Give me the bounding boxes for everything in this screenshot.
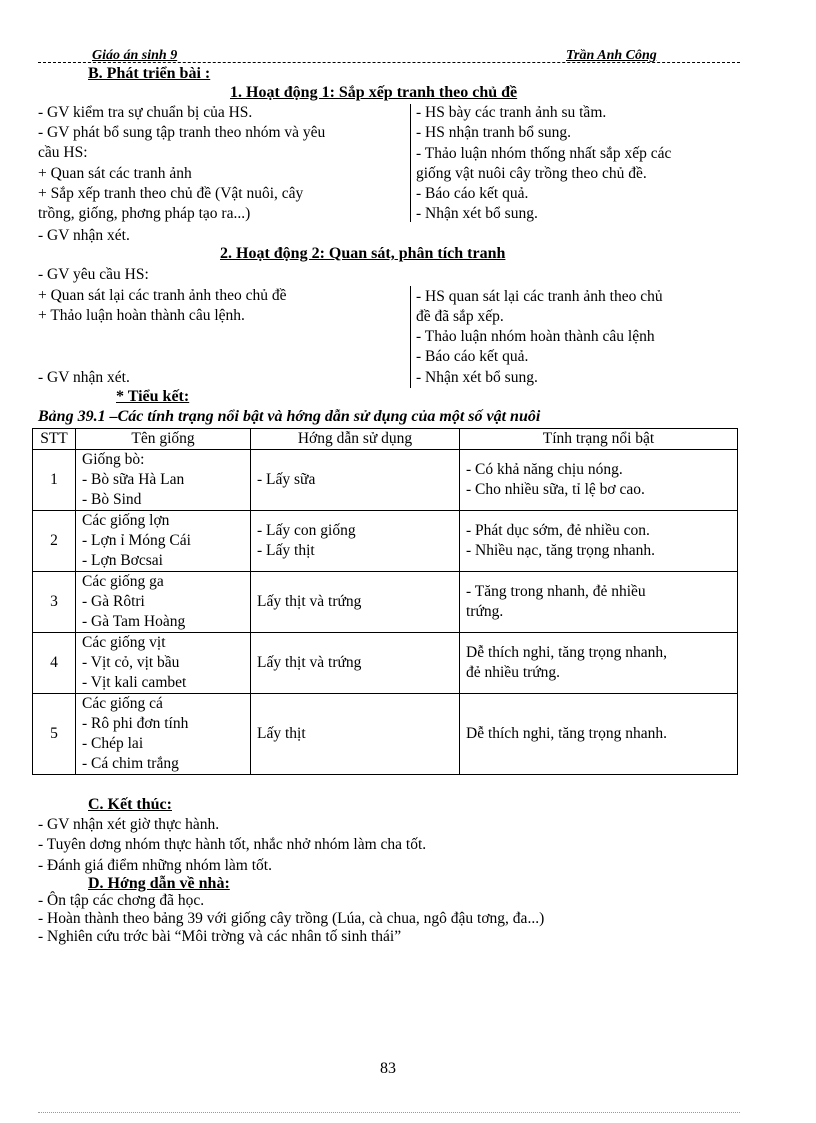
cell-name <box>76 694 251 775</box>
section-c-line: - GV nhận xét giờ thực hành. <box>38 816 220 833</box>
cell-use <box>251 572 460 633</box>
activity2-divider <box>410 286 411 388</box>
activity1-right-line: - HS nhận tranh bổ sung. <box>416 124 571 141</box>
cell-name-line: - Lợn Bơcsai <box>82 552 163 569</box>
activity2-left-line: - GV nhận xét. <box>38 369 130 386</box>
cell-trait <box>460 633 738 694</box>
cell-name-line: Các giống vịt <box>82 634 166 651</box>
cell-stt: 5 <box>33 694 76 775</box>
cell-trait-line: Dễ thích nghi, tăng trọng nhanh. <box>466 725 668 742</box>
cell-name-line: Các giống cá <box>82 695 163 712</box>
table-row <box>33 511 738 572</box>
cell-name-line: - Cá chim trắng <box>82 755 179 772</box>
section-b-title: B. Phát triển bài : <box>88 65 211 82</box>
activity2-right-line: - Nhận xét bổ sung. <box>416 369 538 386</box>
cell-name-line: - Chép lai <box>82 735 144 752</box>
table-row <box>33 450 738 511</box>
cell-name-line: - Gà Rôtri <box>82 593 145 610</box>
cell-trait-line: - Nhiều nạc, tăng trọng nhanh. <box>466 542 655 559</box>
cell-use <box>251 694 460 775</box>
breeds-table <box>32 428 738 775</box>
activity1-right-line: - Nhận xét bổ sung. <box>416 205 538 222</box>
summary-heading: * Tiểu kết: <box>116 388 190 405</box>
activity1-left-line: cầu HS: <box>38 144 88 161</box>
cell-trait-line: đẻ nhiều trứng. <box>466 664 561 681</box>
header-right: Trần Anh Công <box>566 48 657 63</box>
header-left: Giáo án sinh 9 <box>92 48 178 63</box>
cell-trait-line: - Phát dục sớm, đẻ nhiều con. <box>466 522 650 539</box>
cell-name <box>76 633 251 694</box>
cell-use-line: Lấy thịt <box>257 725 306 742</box>
activity2-right-line: - Thảo luận nhóm hoàn thành câu lệnh <box>416 328 655 345</box>
activity1-right-line: - Thảo luận nhóm thống nhất sắp xếp các <box>416 145 672 162</box>
cell-use-line: Lấy thịt và trứng <box>257 593 362 610</box>
cell-name-line: - Vịt cỏ, vịt bầu <box>82 654 180 671</box>
cell-name-line: - Vịt kali cambet <box>82 674 187 691</box>
cell-use <box>251 633 460 694</box>
table-row <box>33 572 738 633</box>
footer-rule <box>38 1112 740 1113</box>
activity2-left-line: + Thảo luận hoàn thành câu lệnh. <box>38 307 245 324</box>
col-header-stt: STT <box>33 429 76 450</box>
section-c-line: - Tuyên dơng nhóm thực hành tốt, nhắc nhở nhóm làm cha tốt. <box>38 836 427 853</box>
cell-trait <box>460 572 738 633</box>
col-header-trait: Tính trạng nổi bật <box>460 429 738 450</box>
section-d-line: - Ôn tập các chơng đã học. <box>38 892 205 909</box>
cell-use-line: - Lấy con giống <box>257 522 356 539</box>
activity2-right-line: đề đã sắp xếp. <box>416 308 504 325</box>
cell-name <box>76 450 251 511</box>
cell-use-line: - Lấy thịt <box>257 542 315 559</box>
activity1-left-line: + Sắp xếp tranh theo chủ đề (Vật nuôi, cây <box>38 185 304 202</box>
cell-name <box>76 511 251 572</box>
cell-trait <box>460 694 738 775</box>
cell-stt: 3 <box>33 572 76 633</box>
activity1-right-line: - Báo cáo kết quả. <box>416 185 529 202</box>
cell-trait-line: Dễ thích nghi, tăng trọng nhanh, <box>466 644 668 661</box>
cell-name-line: - Bò Sind <box>82 491 142 508</box>
activity1-title: 1. Hoạt động 1: Sắp xếp tranh theo chủ đề <box>230 84 518 101</box>
page-number: 83 <box>380 1060 396 1077</box>
activity1-right-line: - HS bày các tranh ảnh su tầm. <box>416 104 607 121</box>
cell-stt: 2 <box>33 511 76 572</box>
cell-name <box>76 572 251 633</box>
activity1-left-line: trồng, giống, phơng pháp tạo ra...) <box>38 205 251 222</box>
activity2-right-line: - HS quan sát lại các tranh ảnh theo chủ <box>416 288 663 305</box>
cell-stt: 1 <box>33 450 76 511</box>
cell-use <box>251 450 460 511</box>
cell-name-line: Giống bò: <box>82 451 145 468</box>
activity1-left-line: - GV kiểm tra sự chuẩn bị của HS. <box>38 104 253 121</box>
activity1-right-line: giống vật nuôi cây trồng theo chủ đề. <box>416 165 647 182</box>
table-row <box>33 633 738 694</box>
cell-trait-line: - Có khả năng chịu nóng. <box>466 461 623 478</box>
section-c-line: - Đánh giá điểm những nhóm làm tốt. <box>38 857 272 874</box>
cell-name-line: Các giống lợn <box>82 512 170 529</box>
section-d-line: - Nghiên cứu trớc bài “Môi trờng và các nhân tố sinh thái” <box>38 928 402 945</box>
section-c-title: C. Kết thúc: <box>88 796 172 813</box>
col-header-name: Tên giống <box>76 429 251 450</box>
cell-trait-line: trứng. <box>466 603 504 620</box>
cell-stt: 4 <box>33 633 76 694</box>
table-row <box>33 694 738 775</box>
cell-name-line: - Rô phi đơn tính <box>82 715 189 732</box>
table-header-row <box>33 429 738 450</box>
cell-trait <box>460 450 738 511</box>
cell-name-line: - Gà Tam Hoàng <box>82 613 186 630</box>
activity1-left-line: - GV nhận xét. <box>38 227 130 244</box>
activity2-right-line: - Báo cáo kết quả. <box>416 348 529 365</box>
activity2-left-line: + Quan sát lại các tranh ảnh theo chủ đề <box>38 287 287 304</box>
cell-name-line: Các giống ga <box>82 573 164 590</box>
cell-use-line: - Lấy sữa <box>257 471 316 488</box>
section-d-title: D. Hớng dẫn về nhà: <box>88 875 230 892</box>
activity2-title: 2. Hoạt động 2: Quan sát, phân tích tranh <box>220 245 506 262</box>
table-caption: Bảng 39.1 –Các tính trạng nổi bật và hớng dẫn sử dụng của một số vật nuôi <box>38 408 541 425</box>
cell-trait-line: - Cho nhiều sữa, tỉ lệ bơ cao. <box>466 481 645 498</box>
cell-trait-line: - Tăng trong nhanh, đẻ nhiều <box>466 583 646 600</box>
activity1-divider <box>410 104 411 222</box>
cell-use <box>251 511 460 572</box>
cell-trait <box>460 511 738 572</box>
cell-name-line: - Bò sữa Hà Lan <box>82 471 185 488</box>
section-d-line: - Hoàn thành theo bảng 39 với giống cây trồng (Lúa, cà chua, ngô đậu tơng, đa...) <box>38 910 545 927</box>
activity2-left-line: - GV yêu cầu HS: <box>38 266 149 283</box>
cell-name-line: - Lợn ỉ Móng Cái <box>82 532 191 549</box>
cell-use-line: Lấy thịt và trứng <box>257 654 362 671</box>
col-header-use: Hớng dẫn sử dụng <box>251 429 460 450</box>
activity1-left-line: + Quan sát các tranh ảnh <box>38 165 192 182</box>
activity1-left-line: - GV phát bổ sung tập tranh theo nhóm và yêu <box>38 124 326 141</box>
